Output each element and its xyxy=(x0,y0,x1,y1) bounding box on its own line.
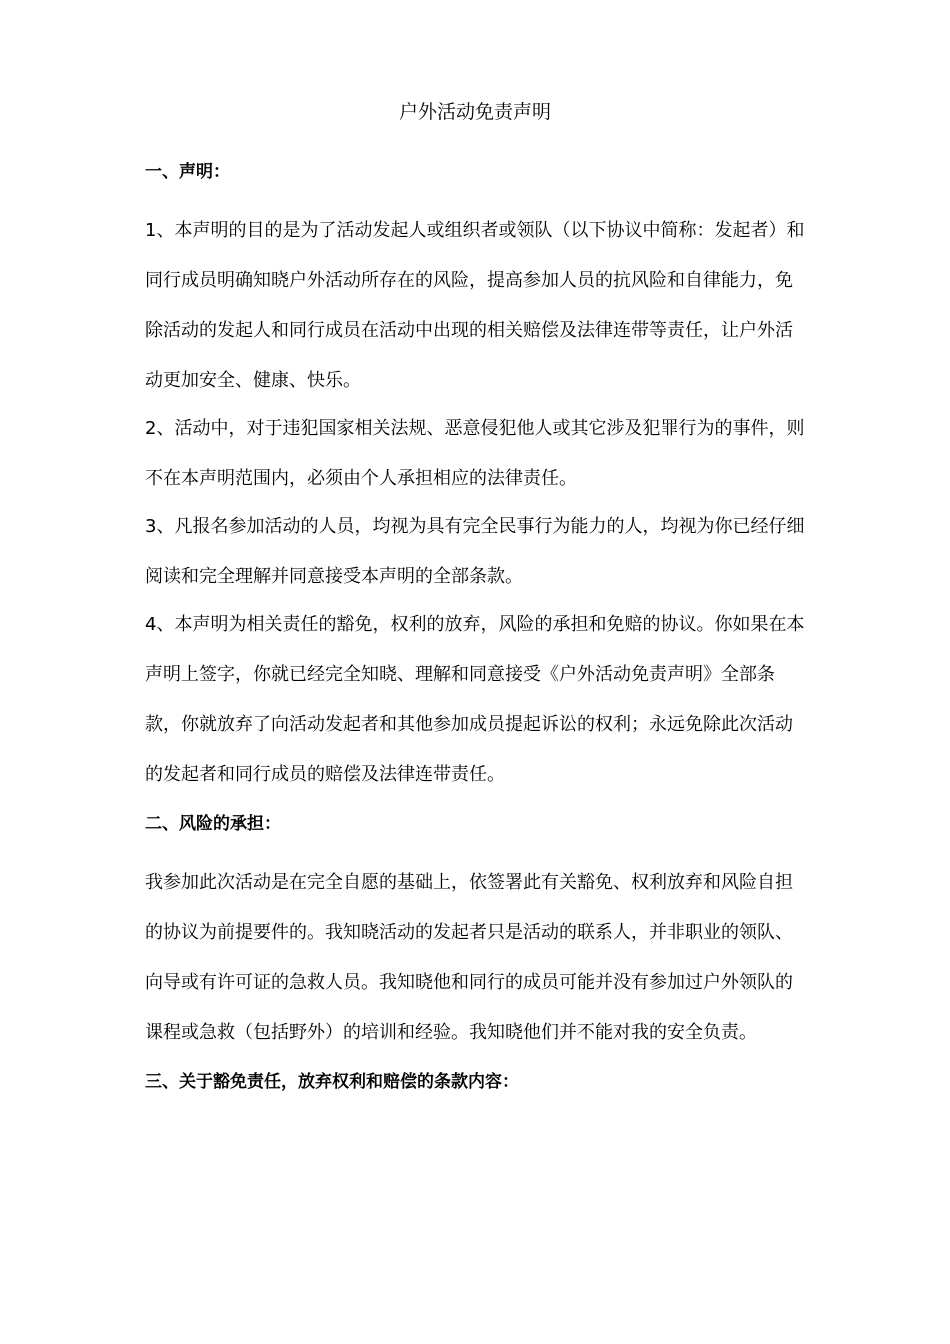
paragraph-declaration-1: 1、本声明的目的是为了活动发起人或组织者或领队（以下协议中简称：发起者）和同行成员明确知晓户外活动所存在的风险，提高参加人员的抗风险和自律能力，免除活动的发起人和同行成员在活动中出现的相关赔偿及法律连带等责任，让户外活动更加安全、健康、快乐。 xyxy=(145,220,805,391)
paragraph-declaration-2: 2、活动中，对于违犯国家相关法规、恶意侵犯他人或其它涉及犯罪行为的事件，则不在本声明范围内，必须由个人承担相应的法律责任。 xyxy=(145,418,805,489)
paragraph-risk: 我参加此次活动是在完全自愿的基础上，依签署此有关豁免、权利放弃和风险自担的协议为前提要件的。我知晓活动的发起者只是活动的联系人，并非职业的领队、向导或有许可证的急救人员。我知晓他和同行的成员可能并没有参加过户外领队的课程或急救（包括野外）的培训和经验。我知晓他们并不能对我的安全负责。 xyxy=(145,872,793,1043)
section-heading-risk: 二、风险的承担： xyxy=(145,814,281,834)
paragraph-declaration-3: 3、凡报名参加活动的人员，均视为具有完全民事行为能力的人，均视为你已经仔细阅读和完全理解并同意接受本声明的全部条款。 xyxy=(145,516,805,587)
section-heading-declaration: 一、声明： xyxy=(145,162,230,182)
document-title: 户外活动免责声明 xyxy=(398,101,551,123)
paragraph-declaration-4: 4、本声明为相关责任的豁免，权利的放弃，风险的承担和免赔的协议。你如果在本声明上签字，你就已经完全知晓、理解和同意接受《户外活动免责声明》全部条款，你就放弃了向活动发起者和其他参加成员提起诉讼的权利；永远免除此次活动的发起者和同行成员的赔偿及法律连带责任。 xyxy=(145,614,805,785)
section-heading-waiver: 三、关于豁免责任，放弃权利和赔偿的条款内容： xyxy=(145,1072,519,1092)
document-body xyxy=(145,157,810,1116)
